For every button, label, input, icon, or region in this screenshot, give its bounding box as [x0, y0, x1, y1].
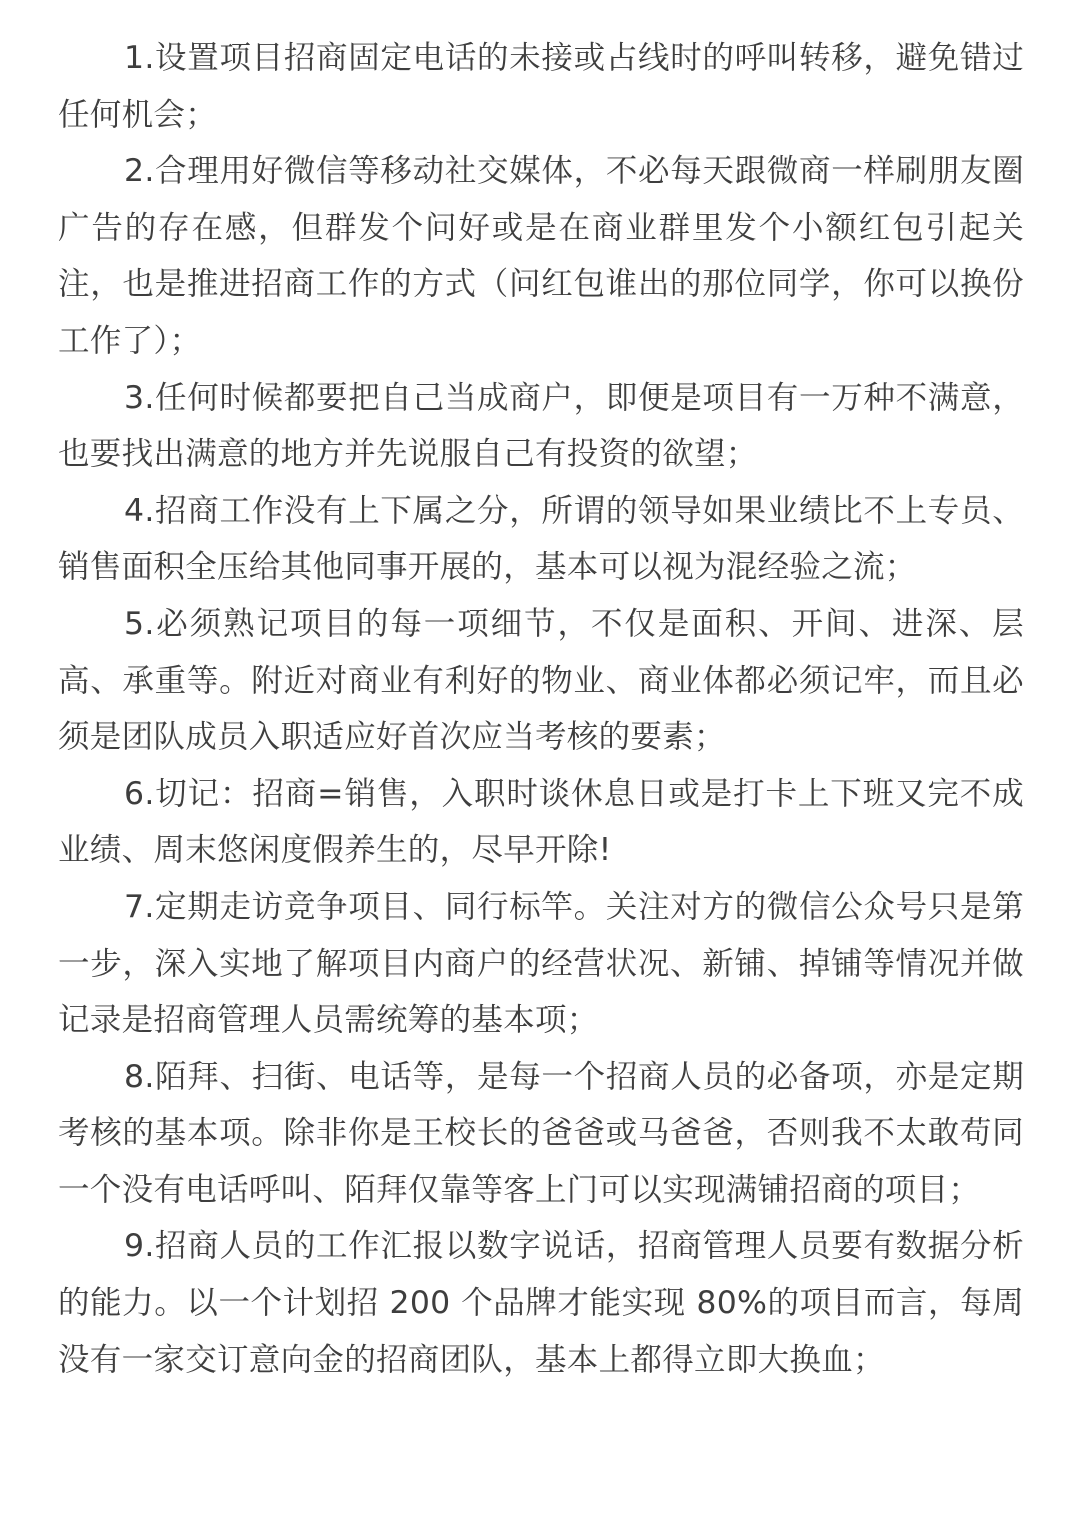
- paragraph-1: 1.设置项目招商固定电话的未接或占线时的呼叫转移，避免错过任何机会；: [58, 40, 1024, 133]
- paragraph-6: 6.切记：招商=销售，入职时谈休息日或是打卡上下班又完不成业绩、周末悠闲度假养生的，尽早开除!: [58, 775, 1024, 869]
- paragraph-9: 9.招商人员的工作汇报以数字说话，招商管理人员要有数据分析的能力。以一个计划招 200 个品牌才能实现 80%的项目而言，每周没有一家交订意向金的招商团队，基本上都得立即大换血；: [58, 1228, 1024, 1378]
- article-body: [58, 30, 1024, 1388]
- paragraph-3: 3.任何时候都要把自己当成商户，即便是项目有一万种不满意，也要找出满意的地方并先说服自己有投资的欲望；: [58, 379, 1024, 473]
- paragraph-2: 2.合理用好微信等移动社交媒体，不必每天跟微商一样刷朋友圈广告的存在感，但群发个问好或是在商业群里发个小额红包引起关注，也是推进招商工作的方式（问红包谁出的那位同学，你可以换份工作了）；: [58, 153, 1024, 359]
- paragraph-8: 8.陌拜、扫街、电话等，是每一个招商人员的必备项，亦是定期考核的基本项。除非你是王校长的爸爸或马爸爸，否则我不太敢苟同一个没有电话呼叫、陌拜仅靠等客上门可以实现满铺招商的项目；: [58, 1058, 1024, 1208]
- paragraph-7: 7.定期走访竞争项目、同行标竿。关注对方的微信公众号只是第一步，深入实地了解项目内商户的经营状况、新铺、掉铺等情况并做记录是招商管理人员需统筹的基本项；: [58, 888, 1024, 1039]
- paragraph-5: 5.必须熟记项目的每一项细节，不仅是面积、开间、进深、层高、承重等。附近对商业有利好的物业、商业体都必须记牢，而且必须是团队成员入职适应好首次应当考核的要素；: [58, 605, 1024, 756]
- paragraph-4: 4.招商工作没有上下属之分，所谓的领导如果业绩比不上专员、销售面积全压给其他同事开展的，基本可以视为混经验之流；: [58, 492, 1024, 586]
